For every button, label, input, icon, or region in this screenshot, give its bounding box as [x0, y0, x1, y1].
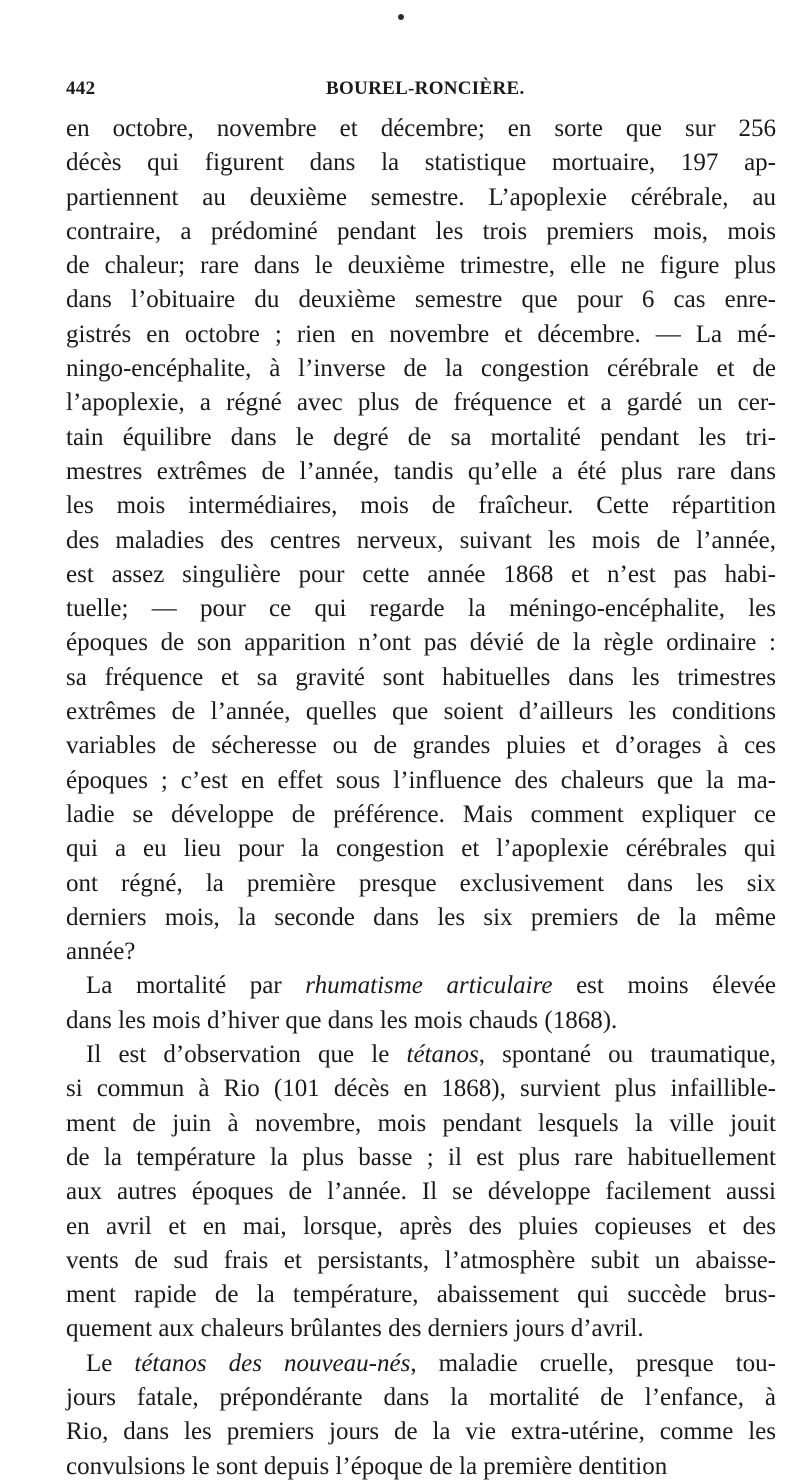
text-line [66, 146, 776, 180]
text-run: mestres extrêmes de l’année, tandis qu’elle a été plus rare dans [66, 457, 776, 485]
text-run: ment rapide de la température, abaissement qui succède brus- [66, 1281, 776, 1309]
text-run: dans les mois d’hiver que dans les mois chauds (1868). [66, 1006, 618, 1034]
text-line [66, 455, 776, 489]
text-run: des maladies des centres nerveux, suivant les mois de l’année, [66, 526, 776, 554]
text-line [66, 798, 776, 832]
text-run: en octobre, novembre et décembre; en sorte que sur 256 [66, 115, 776, 142]
text-run: est assez singulière pour cette année 1868 et n’est pas habi- [66, 560, 776, 588]
text-line [66, 1415, 776, 1449]
text-line [66, 352, 776, 386]
italic-term: rhumatisme articulaire [305, 972, 553, 1000]
text-run: décès qui figurent dans la statistique mortuaire, 197 ap- [66, 149, 776, 177]
text-run: époques ; c’est en effet sous l’influence des chaleurs que la ma- [66, 766, 776, 794]
text-line [66, 215, 776, 249]
text-line [66, 283, 776, 317]
text-line [66, 181, 776, 215]
text-line [66, 489, 776, 523]
text-line [66, 1141, 776, 1175]
text-run: époques de son apparition n’ont pas dévié de la règle ordinaire : [66, 629, 776, 657]
text-line [66, 112, 776, 146]
text-run: partiennent au deuxième semestre. L’apoplexie cérébrale, au [66, 183, 776, 211]
text-line [66, 1450, 776, 1484]
text-run: l’apoplexie, a régné avec plus de fréquence et a gardé un cer- [66, 389, 776, 417]
text-run: Il est d’observation que le [86, 1041, 407, 1069]
text-run: ladie se développe de préférence. Mais comment expliquer ce [66, 800, 776, 828]
text-line [66, 318, 776, 352]
text-run: sa fréquence et sa gravité sont habituelles dans les trimestres [66, 663, 776, 691]
text-run: contraire, a prédominé pendant les trois premiers mois, mois [66, 217, 776, 245]
text-line [66, 386, 776, 420]
text-run: si commun à Rio (101 décès en 1868), survient plus infaillible- [66, 1075, 776, 1103]
running-title: BOUREL-RONCIÈRE. [326, 78, 525, 99]
text-run: dans l’obituaire du deuxième semestre que pour 6 cas enre- [66, 286, 776, 314]
italic-term: tétanos des nouveau-nés [134, 1349, 411, 1377]
paragraph [66, 969, 776, 1038]
text-run: vents de sud frais et persistants, l’atmosphère subit un abaisse- [66, 1246, 776, 1274]
text-run: les mois intermédiaires, mois de fraîcheur. Cette répartition [66, 492, 776, 520]
printer-mark [398, 14, 404, 20]
text-run: tain équilibre dans le degré de sa mortalité pendant les tri- [66, 423, 776, 451]
text-line [66, 558, 776, 592]
text-line [66, 592, 776, 626]
text-line [66, 1347, 776, 1381]
text-line [66, 1107, 776, 1141]
text-run: aux autres époques de l’année. Il se développe facilement aussi [66, 1178, 776, 1206]
text-line [66, 1004, 776, 1038]
text-run: ment de juin à novembre, mois pendant lesquels la ville jouit [66, 1109, 776, 1137]
text-run: est moins élevée [552, 972, 776, 1000]
text-run: convulsions le sont depuis l’époque de la première dentition [66, 1452, 668, 1480]
text-run: année? [66, 938, 136, 966]
text-line [66, 661, 776, 695]
text-line [66, 901, 776, 935]
text-line [66, 867, 776, 901]
text-run: La mortalité par [86, 972, 306, 1000]
running-head [66, 78, 760, 108]
paragraph [66, 1038, 776, 1347]
text-line [66, 695, 776, 729]
text-line [66, 764, 776, 798]
text-line [66, 626, 776, 660]
text-line [66, 729, 776, 763]
text-run: ont régné, la première presque exclusivement dans les six [66, 869, 776, 897]
text-line [66, 1381, 776, 1415]
text-run: ningo-encéphalite, à l’inverse de la congestion cérébrale et de [66, 355, 776, 383]
text-line [66, 1038, 776, 1072]
text-run: qui a eu lieu pour la congestion et l’apoplexie cérébrales qui [66, 835, 776, 863]
text-line [66, 1210, 776, 1244]
text-run: Rio, dans les premiers jours de la vie extra-utérine, comme les [66, 1418, 776, 1446]
text-run: derniers mois, la seconde dans les six premiers de la même [66, 903, 776, 931]
text-line [66, 1278, 776, 1312]
text-run: gistrés en octobre ; rien en novembre et décembre. — La mé- [66, 320, 776, 348]
text-run: , spontané ou traumatique, [478, 1041, 776, 1069]
text-line [66, 421, 776, 455]
text-run: jours fatale, prépondérante dans la mortalité de l’enfance, à [66, 1383, 776, 1411]
paragraph [66, 1347, 776, 1484]
text-line [66, 969, 776, 1003]
page-number: 442 [66, 78, 96, 99]
text-line [66, 524, 776, 558]
text-run: de la température la plus basse ; il est plus rare habituellement [66, 1143, 776, 1171]
text-line [66, 1072, 776, 1106]
text-line [66, 1312, 776, 1346]
text-run: quement aux chaleurs brûlantes des derniers jours d’avril. [66, 1315, 644, 1343]
text-run: en avril et en mai, lorsque, après des pluies copieuses et des [66, 1212, 776, 1240]
body-text [66, 112, 776, 1484]
text-run: variables de sécheresse ou de grandes pluies et d’orages à ces [66, 732, 776, 760]
text-run: extrêmes de l’année, quelles que soient d’ailleurs les conditions [66, 698, 776, 726]
text-line [66, 249, 776, 283]
text-run: Le [86, 1349, 135, 1377]
text-line [66, 1244, 776, 1278]
text-run: tuelle; — pour ce qui regarde la méningo-encéphalite, les [66, 595, 776, 623]
text-run: de chaleur; rare dans le deuxième trimestre, elle ne figure plus [66, 252, 776, 280]
paragraph [66, 112, 776, 969]
text-line [66, 1175, 776, 1209]
text-run: , maladie cruelle, presque tou- [410, 1349, 777, 1377]
italic-term: tétanos [406, 1041, 479, 1069]
text-line [66, 832, 776, 866]
text-line [66, 935, 776, 969]
